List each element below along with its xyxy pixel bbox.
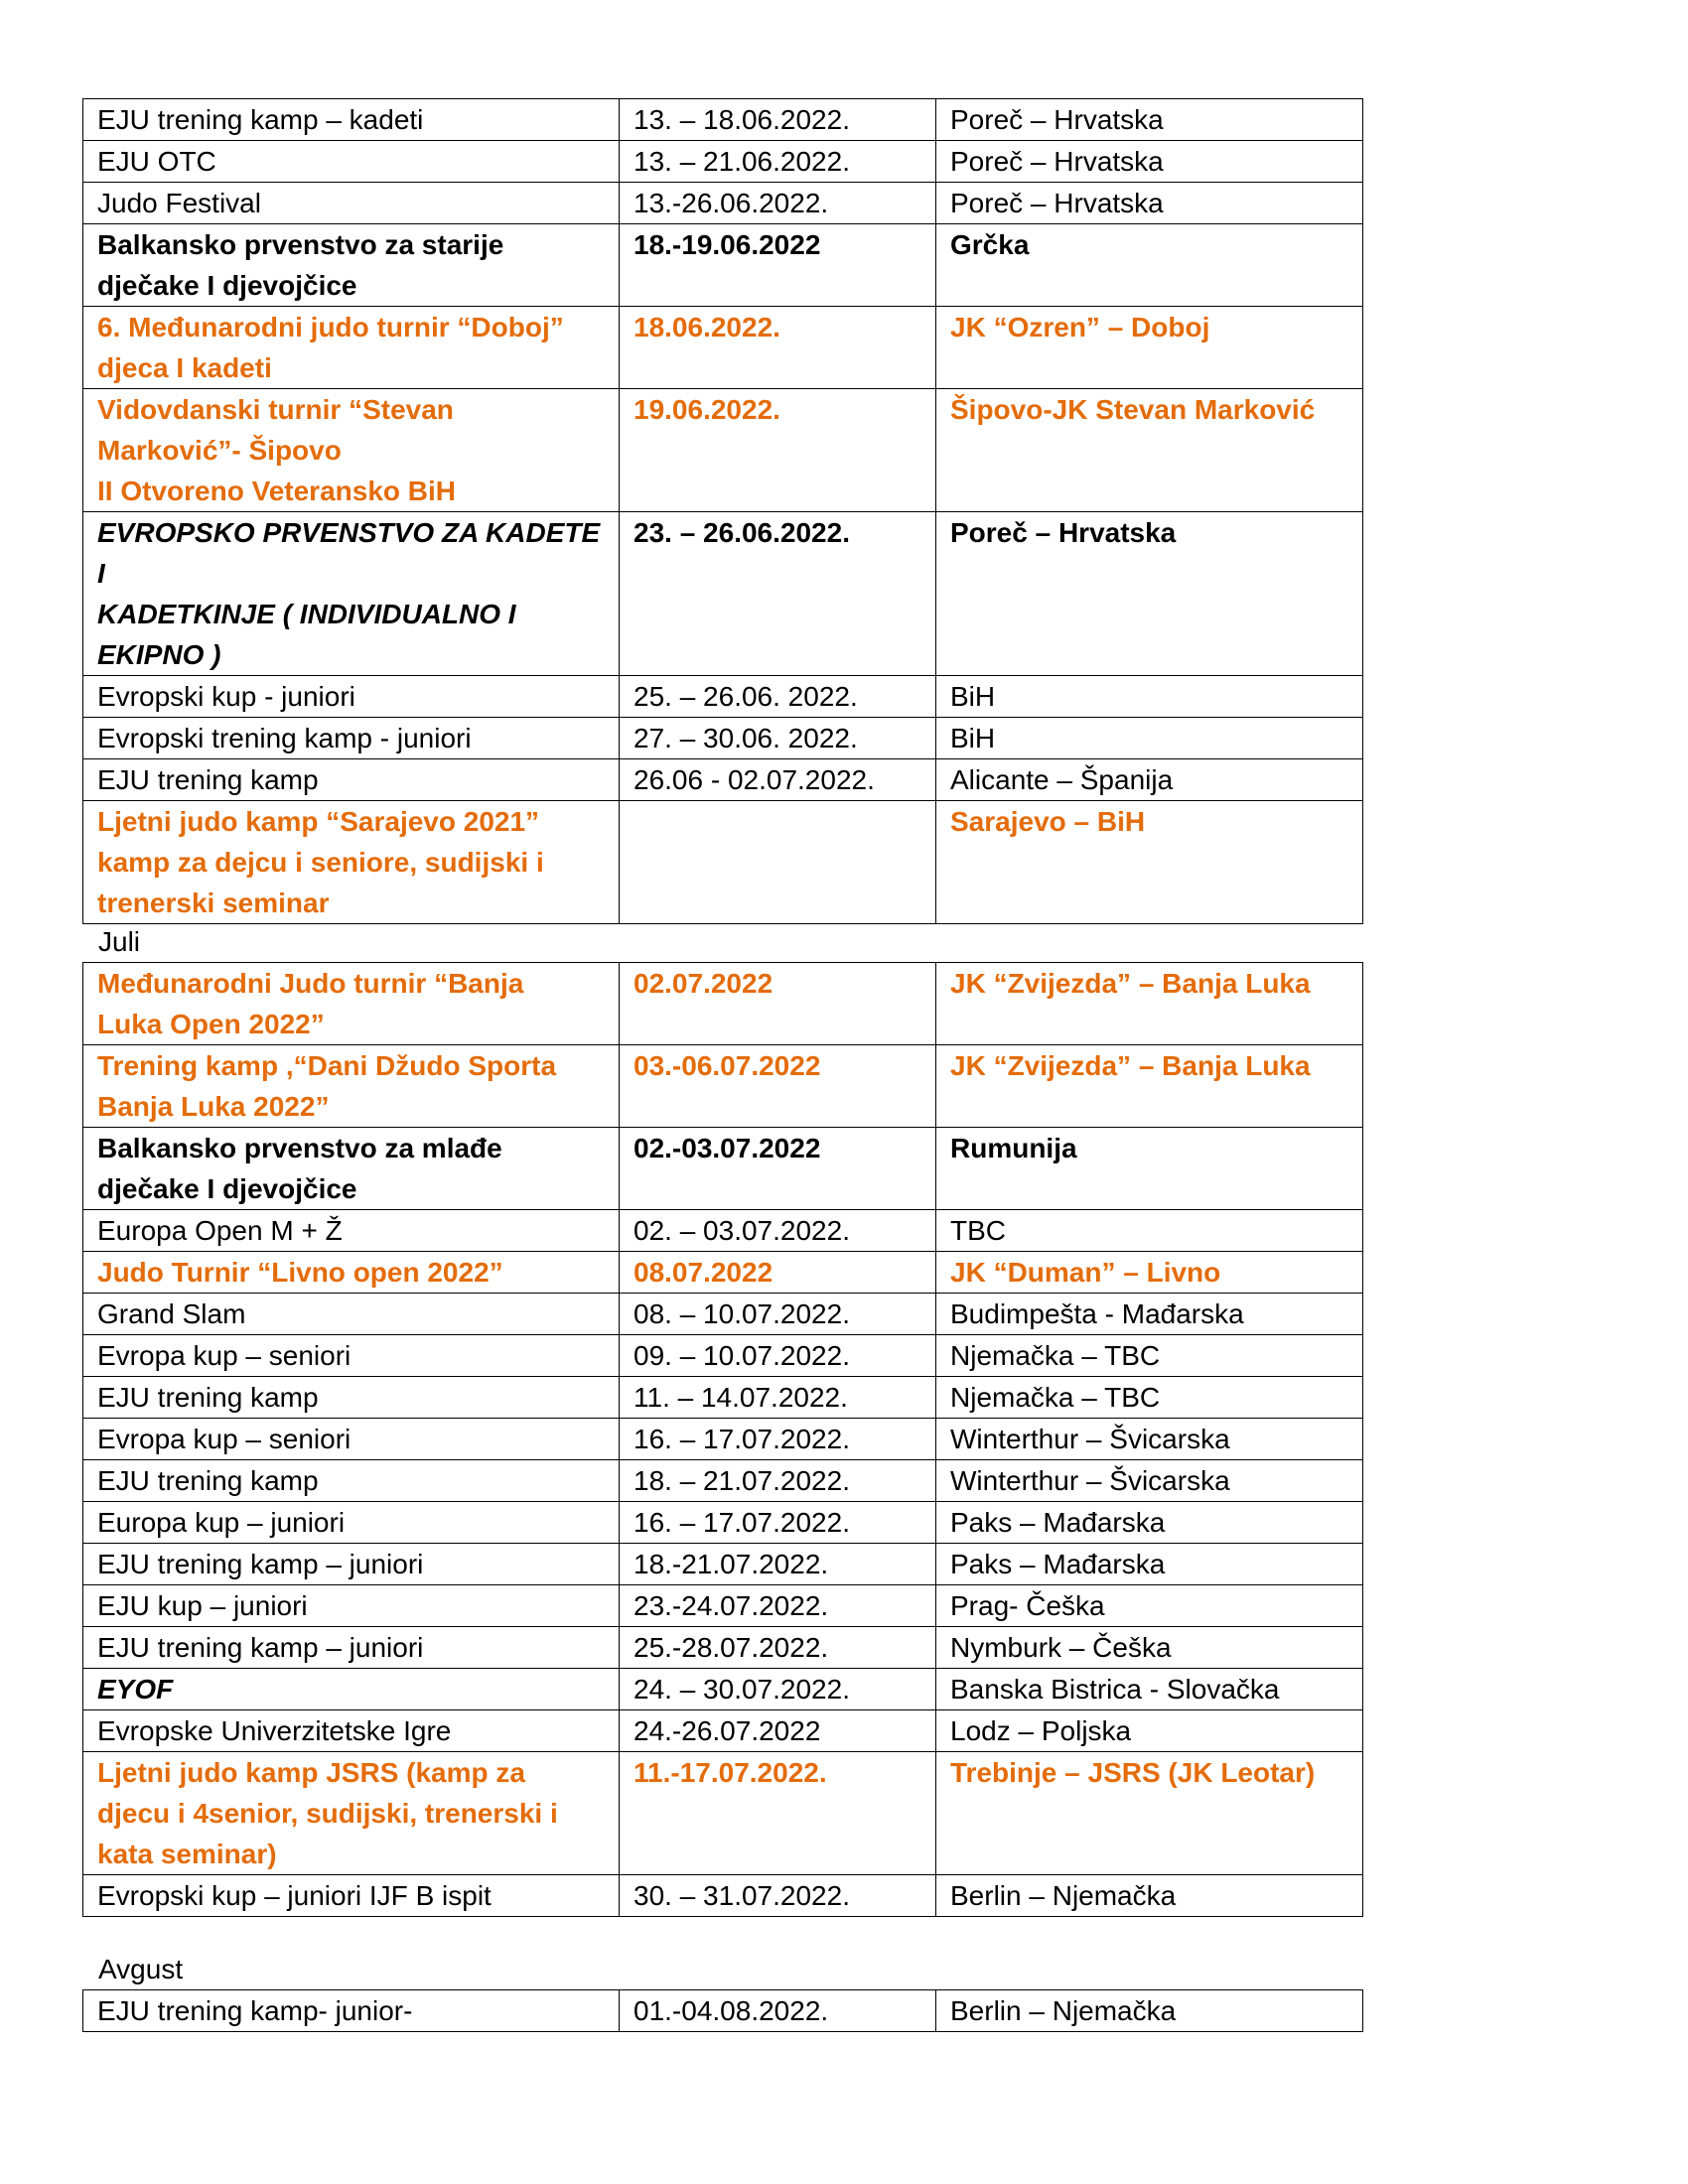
event-name-cell xyxy=(83,183,620,224)
event-date-cell xyxy=(620,1335,936,1377)
event-date-cell xyxy=(620,1419,936,1460)
event-place-cell xyxy=(936,1294,1363,1335)
event-place-line: Berlin – Njemačka xyxy=(950,1880,1177,1911)
event-name-line: EJU trening kamp – juniori xyxy=(97,1549,424,1579)
event-name-line: EYOF xyxy=(97,1674,174,1705)
event-date-line: 18.-19.06.2022 xyxy=(633,229,821,260)
event-place-cell xyxy=(936,1128,1363,1210)
table-row xyxy=(83,183,1363,224)
event-place-cell xyxy=(936,389,1363,512)
event-name-cell xyxy=(83,224,620,307)
table-row xyxy=(83,512,1363,676)
event-name-line: EJU trening kamp xyxy=(97,764,319,795)
event-date-cell xyxy=(620,1377,936,1419)
event-name-cell xyxy=(83,307,620,389)
event-date-cell xyxy=(620,1627,936,1669)
event-date-line: 01.-04.08.2022. xyxy=(633,1995,829,2026)
event-name-line: EJU trening kamp – juniori xyxy=(97,1632,424,1663)
event-place-line: Poreč – Hrvatska xyxy=(950,104,1164,135)
event-name-line: Judo Festival xyxy=(97,188,261,218)
event-date-line: 02. – 03.07.2022. xyxy=(633,1215,850,1246)
table-row xyxy=(83,1544,1363,1585)
event-name-line: EJU kup – juniori xyxy=(97,1590,308,1621)
event-place-line: Alicante – Španija xyxy=(950,764,1174,795)
event-date-line: 18.-21.07.2022. xyxy=(633,1549,829,1579)
event-name-line: Evropa kup – seniori xyxy=(97,1340,352,1371)
event-place-cell xyxy=(936,1627,1363,1669)
event-name-line: trenerski seminar xyxy=(97,887,330,918)
event-date-line: 02.-03.07.2022 xyxy=(633,1133,821,1163)
august-events-table xyxy=(82,1989,1363,2032)
event-date-line: 03.-06.07.2022 xyxy=(633,1050,821,1081)
event-name-line: Međunarodni Judo turnir “Banja xyxy=(97,968,524,999)
event-name-cell xyxy=(83,1502,620,1544)
event-date-cell xyxy=(620,801,936,924)
event-name-line: KADETKINJE ( INDIVIDUALNO I xyxy=(97,599,516,629)
event-place-cell xyxy=(936,718,1363,759)
event-date-line: 13.-26.06.2022. xyxy=(633,188,829,218)
event-place-line: TBC xyxy=(950,1215,1006,1246)
event-place-cell xyxy=(936,1990,1363,2032)
event-place-line: JK “Zvijezda” – Banja Luka xyxy=(950,968,1311,999)
event-place-cell xyxy=(936,1377,1363,1419)
event-place-line: Grčka xyxy=(950,229,1030,260)
event-date-line: 16. – 17.07.2022. xyxy=(633,1424,850,1454)
event-place-cell xyxy=(936,1252,1363,1294)
event-date-cell xyxy=(620,1294,936,1335)
event-name-line: Balkansko prvenstvo za starije xyxy=(97,229,504,260)
event-place-cell xyxy=(936,1502,1363,1544)
event-date-cell xyxy=(620,1252,936,1294)
event-name-cell xyxy=(83,1045,620,1128)
event-date-line: 11. – 14.07.2022. xyxy=(633,1382,848,1413)
event-name-cell xyxy=(83,718,620,759)
event-name-cell xyxy=(83,759,620,801)
event-place-line: Paks – Mađarska xyxy=(950,1549,1166,1579)
event-date-line xyxy=(633,801,921,842)
event-date-cell xyxy=(620,1585,936,1627)
event-name-line: Europa kup – juniori xyxy=(97,1507,346,1538)
event-name-line: EVROPSKO PRVENSTVO ZA KADETE I xyxy=(97,517,601,589)
event-date-line: 23. – 26.06.2022. xyxy=(633,517,850,548)
event-name-cell xyxy=(83,676,620,718)
event-place-cell xyxy=(936,512,1363,676)
table-row xyxy=(83,676,1363,718)
event-place-cell xyxy=(936,99,1363,141)
table-row xyxy=(83,963,1363,1045)
event-date-cell xyxy=(620,1045,936,1128)
event-place-cell xyxy=(936,1419,1363,1460)
table-row xyxy=(83,99,1363,141)
event-place-cell xyxy=(936,224,1363,307)
event-date-cell xyxy=(620,1210,936,1252)
event-date-cell xyxy=(620,389,936,512)
event-name-line: EJU trening kamp- junior- xyxy=(97,1995,413,2026)
event-name-line: Judo Turnir “Livno open 2022” xyxy=(97,1257,503,1288)
event-date-cell xyxy=(620,1669,936,1710)
event-date-line: 02.07.2022 xyxy=(633,968,774,999)
event-date-cell xyxy=(620,759,936,801)
event-name-line: Evropski kup - juniori xyxy=(97,681,355,712)
event-place-cell xyxy=(936,1752,1363,1875)
event-place-line: BiH xyxy=(950,681,996,712)
event-name-line: EKIPNO ) xyxy=(97,639,221,670)
event-date-line: 13. – 21.06.2022. xyxy=(633,146,850,177)
event-name-line: djeca I kadeti xyxy=(97,352,272,383)
event-place-line: Poreč – Hrvatska xyxy=(950,146,1164,177)
event-date-cell xyxy=(620,1544,936,1585)
event-place-cell xyxy=(936,1544,1363,1585)
july-events-table xyxy=(82,962,1363,1917)
table-row xyxy=(83,224,1363,307)
event-date-cell xyxy=(620,183,936,224)
event-place-cell xyxy=(936,1585,1363,1627)
event-place-line: Budimpešta - Mađarska xyxy=(950,1298,1244,1329)
table-row xyxy=(83,1377,1363,1419)
event-name-line: EJU trening kamp xyxy=(97,1465,319,1496)
event-name-line: II Otvoreno Veteransko BiH xyxy=(97,476,456,506)
event-place-line: Poreč – Hrvatska xyxy=(950,188,1164,218)
event-date-line: 09. – 10.07.2022. xyxy=(633,1340,850,1371)
event-date-cell xyxy=(620,1502,936,1544)
august-section-label: Avgust xyxy=(98,1954,184,1984)
event-place-cell xyxy=(936,1210,1363,1252)
event-date-cell xyxy=(620,963,936,1045)
event-date-line: 26.06 - 02.07.2022. xyxy=(633,764,875,795)
event-date-line: 18.06.2022. xyxy=(633,312,780,342)
event-name-cell xyxy=(83,1710,620,1752)
event-name-line: EJU OTC xyxy=(97,146,216,177)
event-date-cell xyxy=(620,718,936,759)
event-name-cell xyxy=(83,1669,620,1710)
event-place-cell xyxy=(936,676,1363,718)
event-date-cell xyxy=(620,1710,936,1752)
event-place-cell xyxy=(936,1875,1363,1917)
event-name-line: Europa Open M + Ž xyxy=(97,1215,343,1246)
event-place-line: Berlin – Njemačka xyxy=(950,1995,1177,2026)
event-date-line: 25.-28.07.2022. xyxy=(633,1632,829,1663)
table-row xyxy=(83,1210,1363,1252)
event-place-line: JK “Ozren” – Doboj xyxy=(950,312,1210,342)
event-name-cell xyxy=(83,1419,620,1460)
event-date-line: 24. – 30.07.2022. xyxy=(633,1674,850,1705)
event-name-cell xyxy=(83,389,620,512)
event-place-cell xyxy=(936,963,1363,1045)
event-date-cell xyxy=(620,1875,936,1917)
event-name-cell xyxy=(83,1252,620,1294)
table-row xyxy=(83,1990,1363,2032)
event-date-line: 13. – 18.06.2022. xyxy=(633,104,850,135)
table-row xyxy=(83,1335,1363,1377)
table-row xyxy=(83,307,1363,389)
event-name-line: Balkansko prvenstvo za mlađe xyxy=(97,1133,502,1163)
event-place-line: Njemačka – TBC xyxy=(950,1340,1161,1371)
event-name-cell xyxy=(83,1460,620,1502)
july-section-label: Juli xyxy=(98,926,141,957)
event-date-line: 08.07.2022 xyxy=(633,1257,774,1288)
event-name-line: Marković”- Šipovo xyxy=(97,435,342,466)
table-row xyxy=(83,1460,1363,1502)
august-table-body xyxy=(83,1990,1363,2032)
event-date-cell xyxy=(620,141,936,183)
event-date-cell xyxy=(620,1128,936,1210)
event-name-line: EJU trening kamp – kadeti xyxy=(97,104,424,135)
event-date-cell xyxy=(620,676,936,718)
event-name-cell xyxy=(83,1585,620,1627)
event-date-cell xyxy=(620,224,936,307)
event-place-cell xyxy=(936,801,1363,924)
event-date-line: 08. – 10.07.2022. xyxy=(633,1298,850,1329)
event-name-line: Banja Luka 2022” xyxy=(97,1091,330,1122)
event-place-line: Prag- Češka xyxy=(950,1590,1105,1621)
event-place-line: Sarajevo – BiH xyxy=(950,806,1146,837)
event-place-line: Paks – Mađarska xyxy=(950,1507,1166,1538)
event-name-line: Evropa kup – seniori xyxy=(97,1424,352,1454)
table-row xyxy=(83,1252,1363,1294)
event-date-line: 25. – 26.06. 2022. xyxy=(633,681,858,712)
event-place-cell xyxy=(936,183,1363,224)
event-name-cell xyxy=(83,801,620,924)
event-date-cell xyxy=(620,307,936,389)
event-place-line: Winterthur – Švicarska xyxy=(950,1465,1230,1496)
event-date-cell xyxy=(620,1990,936,2032)
event-name-line: dječake I djevojčice xyxy=(97,270,357,301)
event-place-line: Banska Bistrica - Slovačka xyxy=(950,1674,1280,1705)
event-name-cell xyxy=(83,1627,620,1669)
event-name-cell xyxy=(83,1875,620,1917)
event-name-cell xyxy=(83,1752,620,1875)
event-name-line: Evropske Univerzitetske Igre xyxy=(97,1715,452,1746)
event-name-line: Vidovdanski turnir “Stevan xyxy=(97,394,454,425)
table-row xyxy=(83,1502,1363,1544)
table-row xyxy=(83,1875,1363,1917)
event-name-cell xyxy=(83,512,620,676)
table-row xyxy=(83,1294,1363,1335)
event-name-line: Luka Open 2022” xyxy=(97,1009,325,1039)
event-name-cell xyxy=(83,1990,620,2032)
table-row xyxy=(83,718,1363,759)
event-date-line: 23.-24.07.2022. xyxy=(633,1590,829,1621)
event-date-line: 30. – 31.07.2022. xyxy=(633,1880,850,1911)
event-name-line: Evropski trening kamp - juniori xyxy=(97,723,472,753)
event-name-line: kamp za dejcu i seniore, sudijski i xyxy=(97,847,544,878)
june-events-table xyxy=(82,98,1363,924)
table-row xyxy=(83,1045,1363,1128)
event-date-line: 18. – 21.07.2022. xyxy=(633,1465,850,1496)
event-place-line: BiH xyxy=(950,723,996,753)
event-date-line: 19.06.2022. xyxy=(633,394,780,425)
table-row xyxy=(83,1710,1363,1752)
table-row xyxy=(83,759,1363,801)
event-name-line: dječake I djevojčice xyxy=(97,1173,357,1204)
event-date-line: 27. – 30.06. 2022. xyxy=(633,723,858,753)
event-date-cell xyxy=(620,1752,936,1875)
event-name-cell xyxy=(83,141,620,183)
table-row xyxy=(83,801,1363,924)
event-place-line: Rumunija xyxy=(950,1133,1077,1163)
event-date-line: 11.-17.07.2022. xyxy=(633,1757,827,1788)
event-name-cell xyxy=(83,99,620,141)
table-row xyxy=(83,1128,1363,1210)
table-row xyxy=(83,1585,1363,1627)
event-place-cell xyxy=(936,1460,1363,1502)
event-place-line: Trebinje – JSRS (JK Leotar) xyxy=(950,1757,1316,1788)
event-place-cell xyxy=(936,1045,1363,1128)
table-row xyxy=(83,1669,1363,1710)
event-date-cell xyxy=(620,99,936,141)
event-name-line: 6. Međunarodni judo turnir “Doboj” xyxy=(97,312,564,342)
event-place-cell xyxy=(936,1710,1363,1752)
june-table-body xyxy=(83,99,1363,924)
event-place-cell xyxy=(936,759,1363,801)
event-name-cell xyxy=(83,1294,620,1335)
event-place-cell xyxy=(936,307,1363,389)
event-place-cell xyxy=(936,1335,1363,1377)
event-name-line: EJU trening kamp xyxy=(97,1382,319,1413)
event-place-line: Nymburk – Češka xyxy=(950,1632,1172,1663)
table-row xyxy=(83,389,1363,512)
table-row xyxy=(83,1752,1363,1875)
event-date-cell xyxy=(620,512,936,676)
table-row xyxy=(83,141,1363,183)
event-place-line: Šipovo-JK Stevan Marković xyxy=(950,394,1316,425)
event-place-line: Poreč – Hrvatska xyxy=(950,517,1177,548)
event-name-line: Grand Slam xyxy=(97,1298,246,1329)
event-place-line: JK “Zvijezda” – Banja Luka xyxy=(950,1050,1311,1081)
event-name-cell xyxy=(83,1377,620,1419)
event-name-line: Ljetni judo kamp JSRS (kamp za xyxy=(97,1757,525,1788)
event-place-cell xyxy=(936,141,1363,183)
event-name-line: kata seminar) xyxy=(97,1839,277,1869)
event-date-line: 24.-26.07.2022 xyxy=(633,1715,821,1746)
event-name-cell xyxy=(83,1544,620,1585)
july-table-body xyxy=(83,963,1363,1917)
event-place-line: JK “Duman” – Livno xyxy=(950,1257,1221,1288)
event-place-cell xyxy=(936,1669,1363,1710)
event-name-cell xyxy=(83,1335,620,1377)
event-name-cell xyxy=(83,1210,620,1252)
event-name-line: Evropski kup – juniori IJF B ispit xyxy=(97,1880,492,1911)
event-name-line: Ljetni judo kamp “Sarajevo 2021” xyxy=(97,806,540,837)
event-place-line: Njemačka – TBC xyxy=(950,1382,1161,1413)
event-name-cell xyxy=(83,963,620,1045)
event-place-line: Lodz – Poljska xyxy=(950,1715,1132,1746)
event-name-line: djecu i 4senior, sudijski, trenerski i xyxy=(97,1798,558,1829)
event-name-line: Trening kamp ,“Dani Džudo Sporta xyxy=(97,1050,557,1081)
event-date-line: 16. – 17.07.2022. xyxy=(633,1507,850,1538)
event-name-cell xyxy=(83,1128,620,1210)
event-place-line: Winterthur – Švicarska xyxy=(950,1424,1230,1454)
event-date-cell xyxy=(620,1460,936,1502)
table-row xyxy=(83,1627,1363,1669)
table-row xyxy=(83,1419,1363,1460)
